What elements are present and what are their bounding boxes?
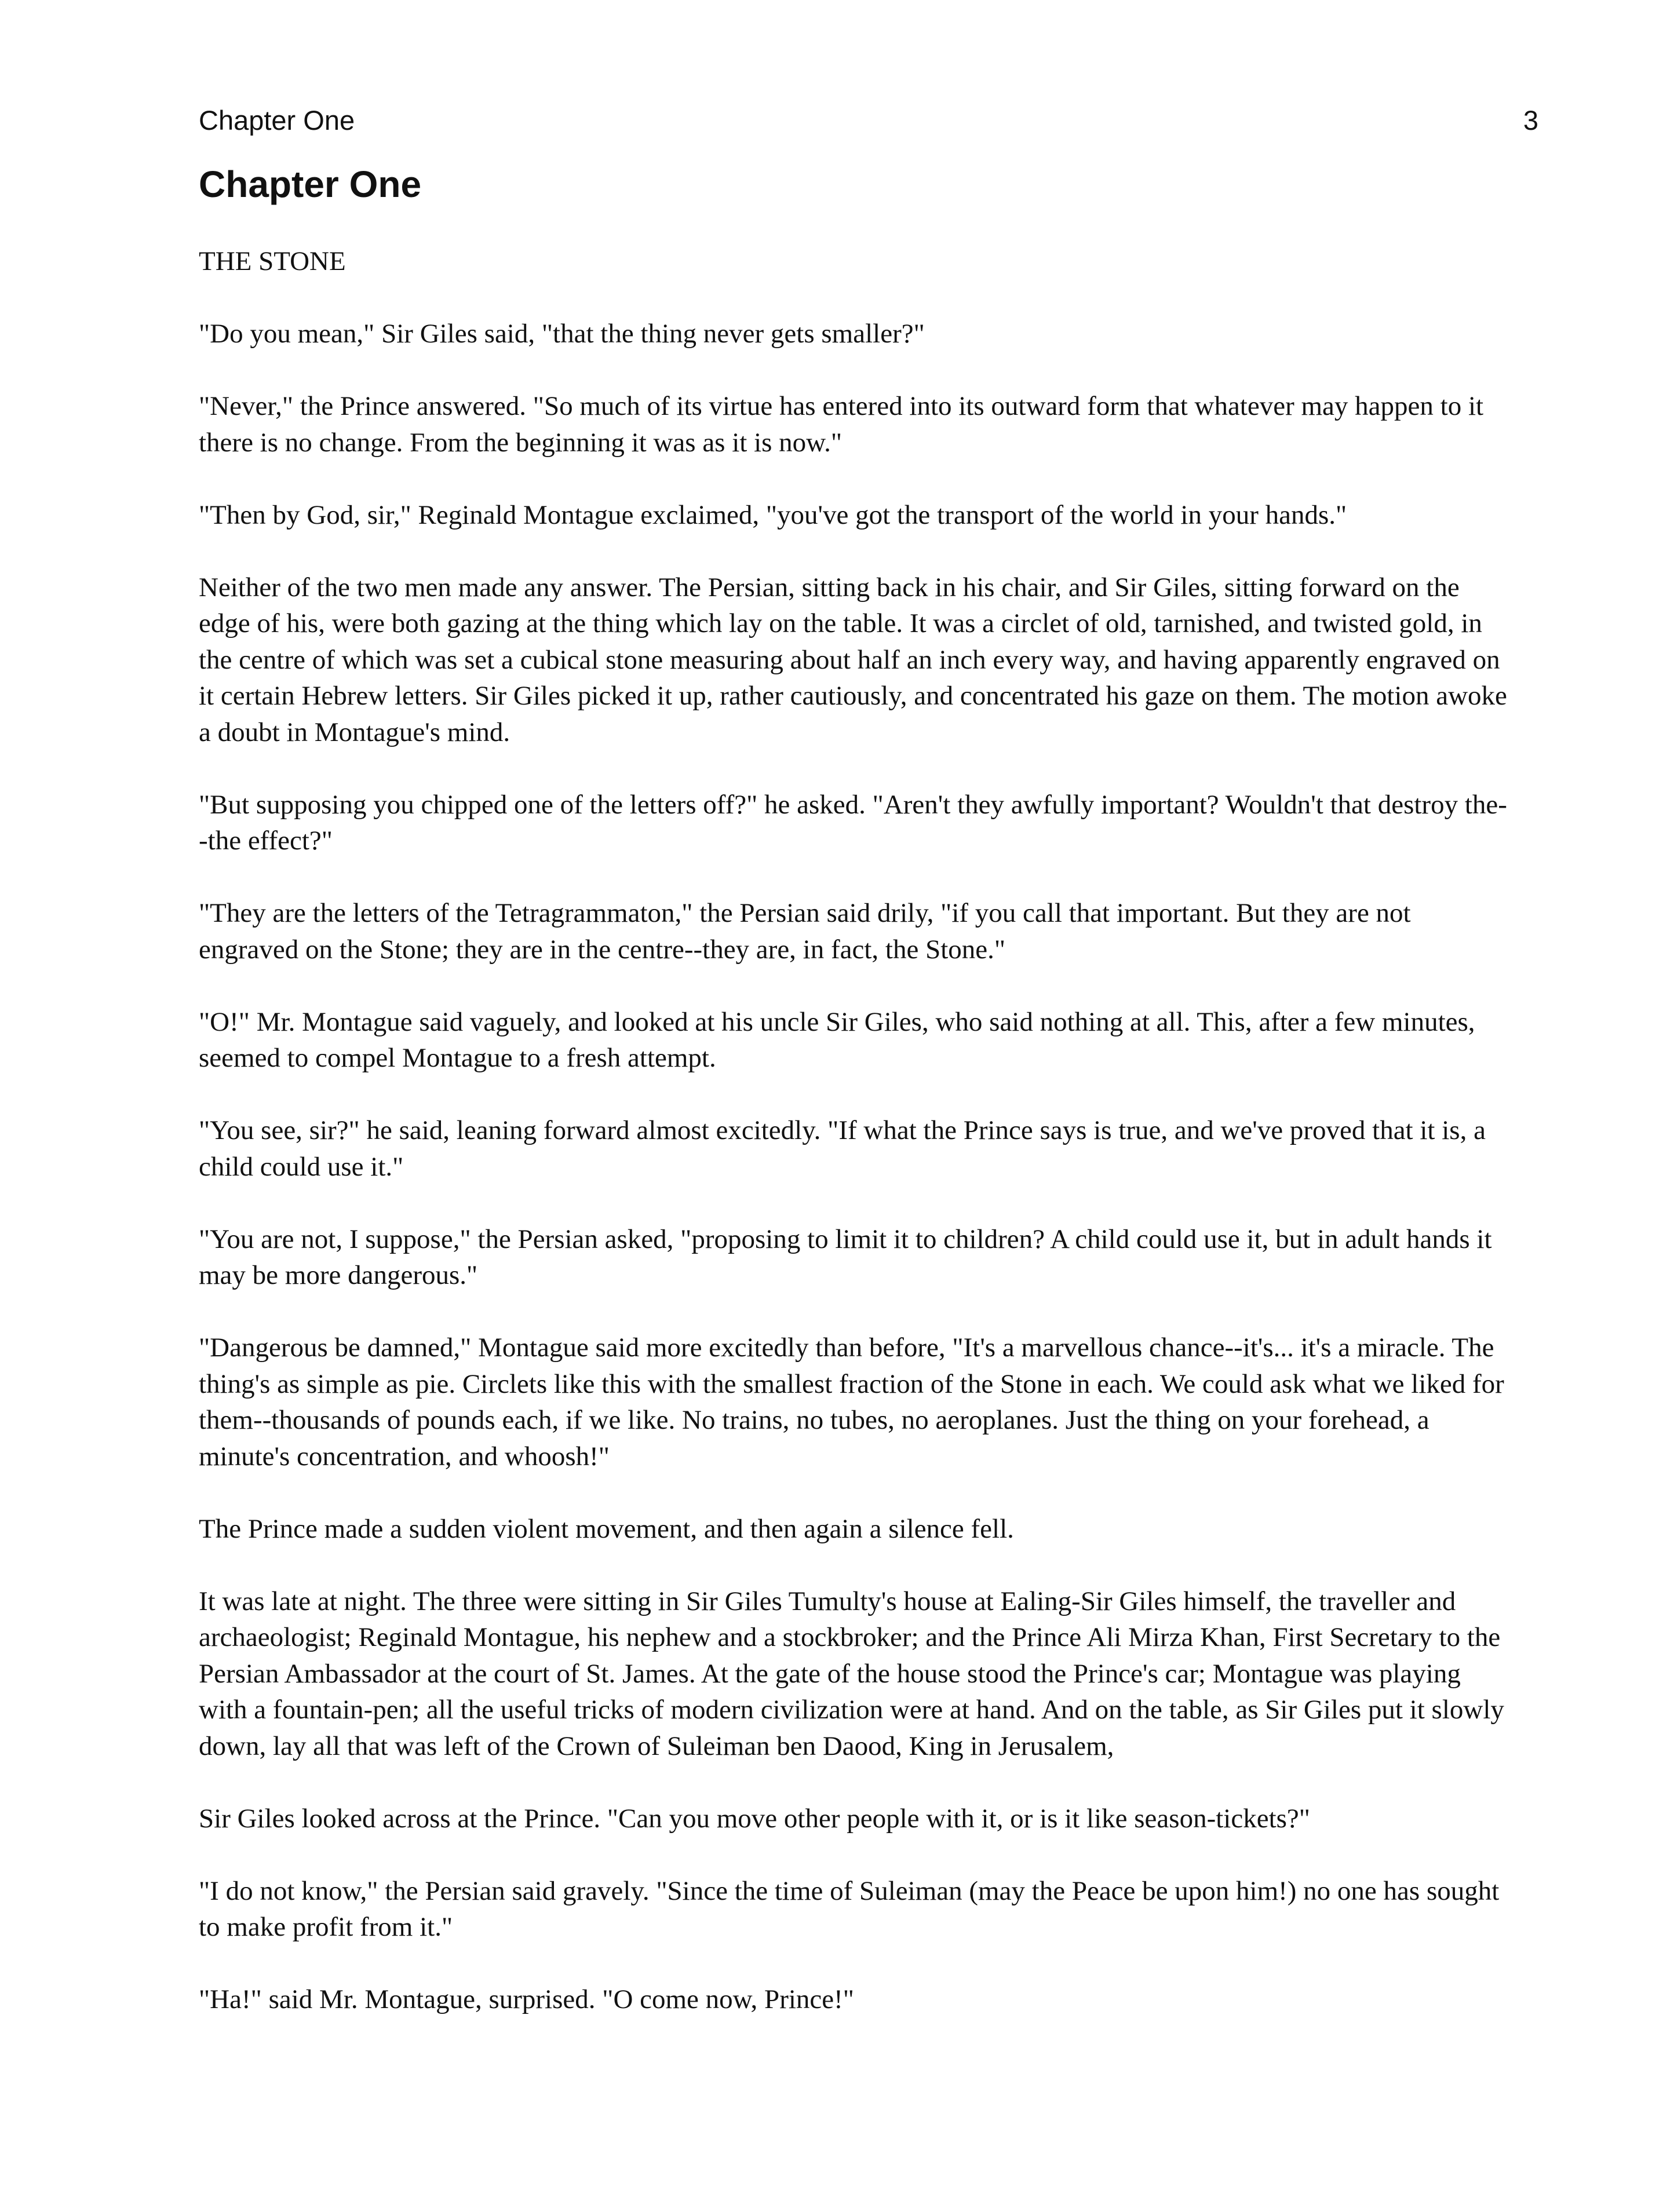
paragraph: It was late at night. The three were sitting in Sir Giles Tumulty's house at Ealing-Sir Giles himself, the traveller and archaeologist; Reginald Montague, his nephew and a stockbroker; and the Prince Ali Mirza Khan, First Secretary to the Persian Ambassador at the court of St. James. At the gate of the house stood the Prince's car; Montague was playing with a fountain-pen; all the useful tricks of modern civilization were at hand. And on the table, as Sir Giles put it slowly down, lay all that was left of the Crown of Suleiman ben Daood, King in Jerusalem, [199,1586,1504,1761]
paragraph: "Ha!" said Mr. Montague, surprised. "O come now, Prince!" [199,1984,854,2014]
paragraph: "O!" Mr. Montague said vaguely, and looked at his uncle Sir Giles, who said nothing at all. This, after a few minutes, seemed to compel Montague to a fresh attempt. [199,1006,1475,1073]
paragraph: "But supposing you chipped one of the letters off?" he asked. "Aren't they awfully important? Wouldn't that destroy the--the effect?" [199,789,1507,856]
paragraph: "You are not, I suppose," the Persian asked, "proposing to limit it to children? A child could use it, but in adult hands it may be more dangerous." [199,1224,1492,1290]
paragraph: "You see, sir?" he said, leaning forward almost excitedly. "If what the Prince says is true, and we've proved that it is, a child could use it." [199,1115,1486,1182]
chapter-body [199,243,1511,2054]
running-header [199,103,1538,138]
page-number: 3 [1523,105,1538,136]
paragraph: Sir Giles looked across at the Prince. "Can you move other people with it, or is it like season-tickets?" [199,1803,1310,1834]
paragraph: The Prince made a sudden violent movement, and then again a silence fell. [199,1513,1014,1544]
section-title: THE STONE [199,246,346,276]
paragraph: "They are the letters of the Tetragrammaton," the Persian said drily, "if you call that important. But they are not engraved on the Stone; they are in the centre--they are, in fact, the Stone." [199,898,1411,965]
chapter-heading: Chapter One [199,163,422,205]
paragraph: "I do not know," the Persian said gravely. "Since the time of Suleiman (may the Peace be upon him!) no one has sought to make profit from it." [199,1875,1500,1942]
paragraph: "Never," the Prince answered. "So much of its virtue has entered into its outward form that whatever may happen to it there is no change. From the beginning it was as it is now." [199,391,1484,458]
paragraph: "Then by God, sir," Reginald Montague exclaimed, "you've got the transport of the world in your hands." [199,499,1347,530]
paragraph: Neither of the two men made any answer. The Persian, sitting back in his chair, and Sir Giles, sitting forward on the edge of his, were both gazing at the thing which lay on the table. It was a circlet of old, tarnished, and twisted gold, in the centre of which was set a cubical stone measuring about half an inch every way, and having apparently engraved on it certain Hebrew letters. Sir Giles picked it up, rather cautiously, and concentrated his gaze on them. The motion awoke a doubt in Montague's mind. [199,572,1507,747]
running-header-title: Chapter One [199,105,355,136]
paragraph: "Dangerous be damned," Montague said more excitedly than before, "It's a marvellous chance--it's... it's a miracle. The thing's as simple as pie. Circlets like this with the smallest fraction of the Stone in each. We could ask what we liked for them--thousands of pounds each, if we like. No trains, no tubes, no aeroplanes. Just the thing on your forehead, a minute's concentration, and whoosh!" [199,1333,1504,1472]
paragraph: "Do you mean," Sir Giles said, "that the thing never gets smaller?" [199,319,925,349]
